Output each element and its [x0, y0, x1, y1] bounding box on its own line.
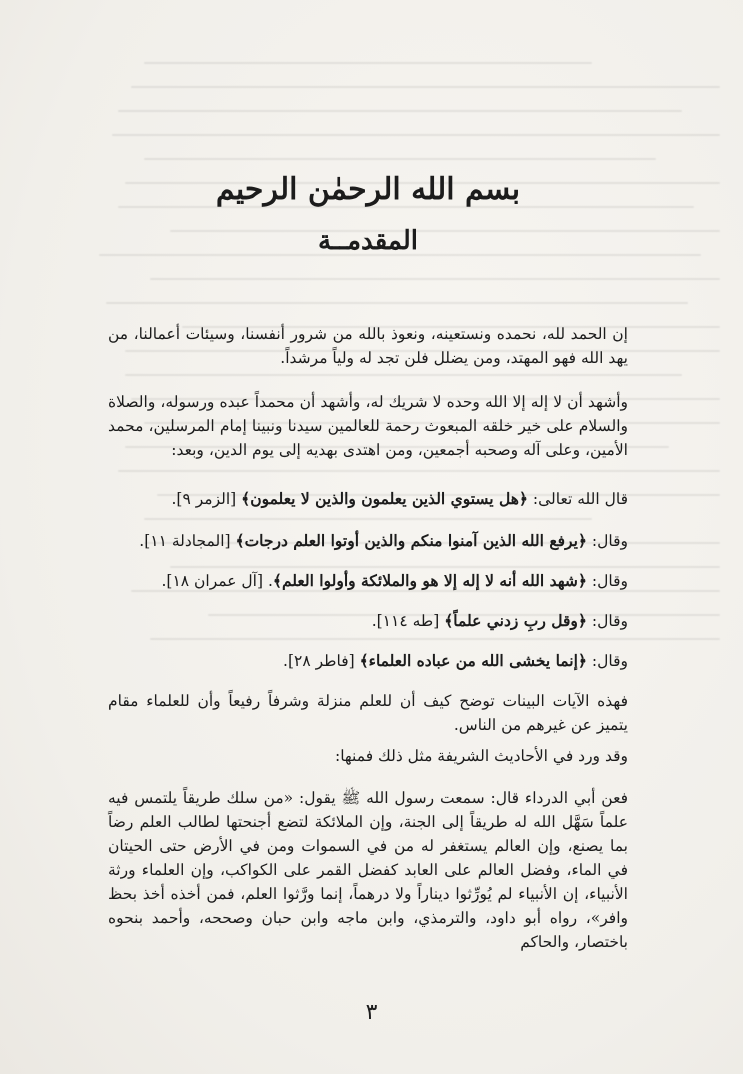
quran-quote-1 — [108, 487, 628, 511]
quran-verse: ﴿إنما يخشى الله من عباده العلماء﴾ — [359, 651, 587, 670]
quote-intro: وقال: — [586, 572, 628, 590]
quote-intro: وقال: — [586, 612, 628, 630]
paragraph-opening: إن الحمد لله، نحمده ونستعينه، ونعوذ بالله من شرور أنفسنا، وسيئات أعمالنا، من يهد الله فهو المهتد، ومن يضلل فلن تجد له ولياً مرشداً. — [108, 325, 628, 367]
verse-reference: [طه ١١٤]. — [371, 612, 445, 630]
paragraph-hadith: فعن أبي الدرداء قال: سمعت رسول الله ﷺ يقول: «من سلك طريقاً يلتمس فيه علماً سَهَّل الله له طريقاً إلى الجنة، وإن الملائكة لتضع أجنحتها لطالب العلم رضاً بما يصنع، وإن العالم يستغفر له من في السموات ومن في الأرض حتى الحيتان في الماء، وفضل العالم على العابد كفضل القمر على الكواكب، وإن العلماء ورثة الأنبياء، إن الأنبياء لم يُورِّثوا ديناراً ولا درهماً، إنما ورَّثوا العلم، فمن أخذه أخذ بحظ وافر»، رواه أبو داود، والترمذي، وابن ماجه وابن حبان وصححه، وأحمد بنحوه باختصار، والحاكم — [108, 789, 628, 951]
basmala-heading: بسم الله الرحمٰن الرحيم — [215, 172, 521, 207]
quote-intro: قال الله تعالى: — [527, 490, 628, 508]
paragraph-testimony: وأشهد أن لا إله إلا الله وحده لا شريك له، وأشهد أن محمداً عبده ورسوله، والصلاة والسلام على خير خلقه المبعوث رحمة للعالمين سيدنا ونبينا إمام المرسلين، محمد الأمين، وعلى آله وصحبه أجمعين، ومن اهتدى بهديه إلى يوم الدين، وبعد: — [108, 393, 628, 459]
quran-quote-3 — [108, 569, 628, 593]
page-number: ٣ — [365, 1000, 378, 1025]
quran-verse: ﴿وقل ربِ زدني علماً﴾ — [444, 611, 587, 630]
quote-intro: وقال: — [586, 532, 628, 550]
paragraph-hadith-intro: وقد ورد في الأحاديث الشريفة مثل ذلك فمنها: — [334, 747, 628, 765]
quran-verse: ﴿شهد الله أنه لا إله إلا هو والملائكة وأولوا العلم﴾ — [272, 571, 587, 590]
quran-quote-2 — [108, 529, 628, 553]
verse-reference: [المجادلة ١١]. — [139, 532, 236, 550]
page-title: المقدمــة — [317, 226, 419, 256]
quran-verse: ﴿يرفع الله الذين آمنوا منكم والذين أوتوا العلم درجات﴾ — [235, 531, 587, 550]
verse-reference: . [آل عمران ١٨]. — [161, 572, 273, 590]
paragraph-verses-summary: فهذه الآيات البينات توضح كيف أن للعلم منزلة وشرفاً رفيعاً وأن للعلماء مقام يتميز عن غيرهم من الناس. — [108, 692, 628, 734]
quran-verse: ﴿هل يستوي الذين يعلمون والذين لا يعلمون﴾ — [241, 489, 528, 508]
verse-reference: [الزمر ٩]. — [171, 490, 242, 508]
quran-quote-4 — [108, 609, 628, 633]
quran-quote-5 — [108, 649, 628, 673]
quote-intro: وقال: — [586, 652, 628, 670]
verse-reference: [فاطر ٢٨]. — [283, 652, 360, 670]
